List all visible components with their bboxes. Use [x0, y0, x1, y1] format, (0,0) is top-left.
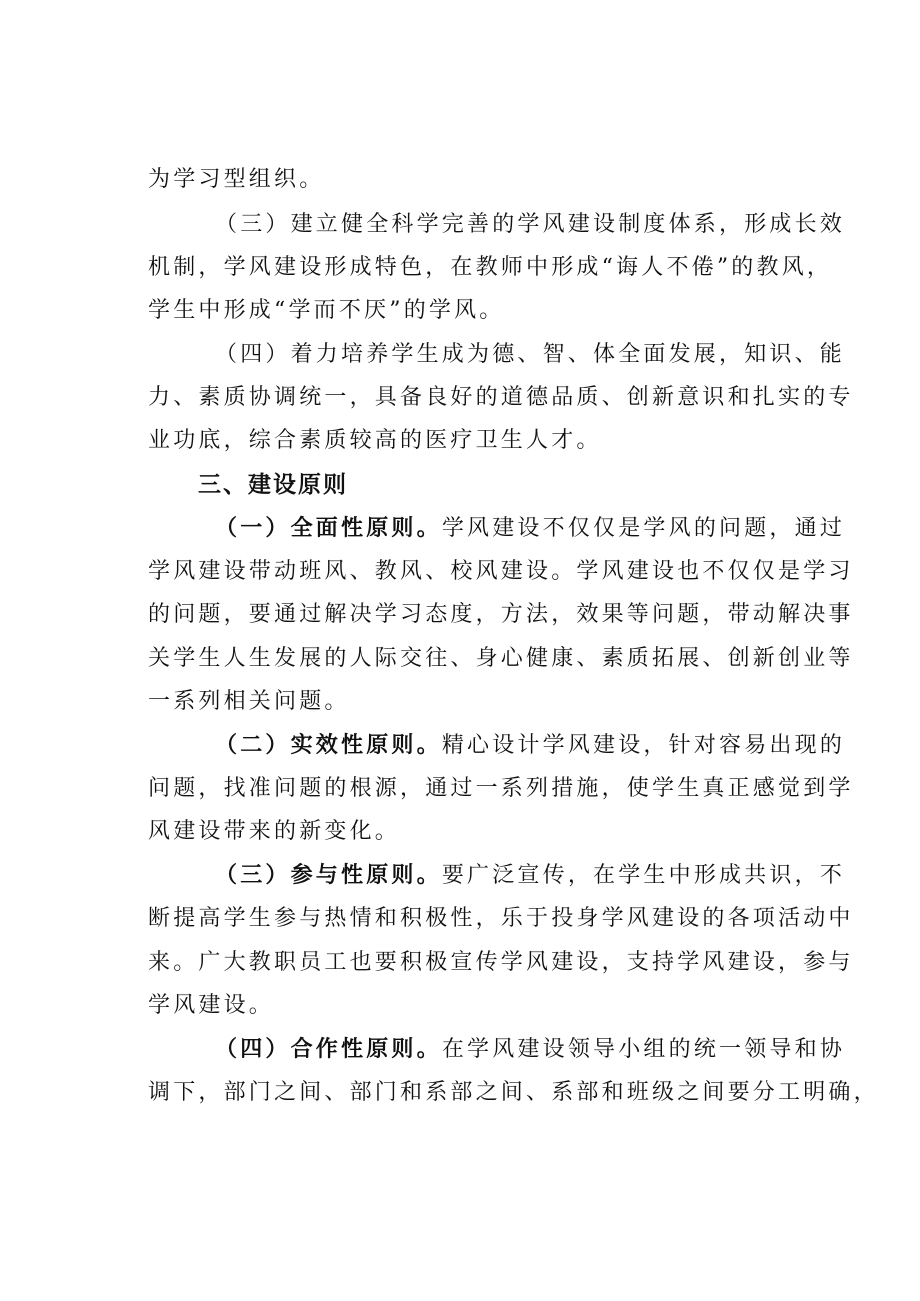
principle-first-line [215, 1035, 845, 1065]
paragraph-line: 学风建设带动班风、教风、校风建设。学风建设也不仅仅是学习 [148, 559, 854, 584]
principle-first-line [215, 861, 845, 891]
paragraph-line: 学生中形成“学而不厌”的学风。 [148, 298, 505, 323]
principle-title: （四）合作性原则。 [215, 1037, 442, 1062]
paragraph-line: 一系列相关问题。 [148, 689, 350, 714]
principle-text: 精心设计学风建设，针对容易出现的 [441, 733, 846, 758]
paragraph-line: 业功底，综合素质较高的医疗卫生人才。 [148, 428, 602, 453]
paragraph-line: 断提高学生参与热情和积极性，乐于投身学风建设的各项活动中 [148, 906, 854, 931]
paragraph-line: 机制，学风建设形成特色，在教师中形成“诲人不倦”的教风， [148, 255, 833, 280]
paragraph-line: 关学生人生发展的人际交往、身心健康、素质拓展、创新创业等 [148, 646, 854, 671]
principle-first-line [215, 514, 845, 544]
section-heading: 三、建设原则 [198, 472, 348, 498]
principle-first-line [215, 731, 845, 761]
paragraph-line: 问题，找准问题的根源，通过一系列措施，使学生真正感觉到学 [148, 776, 854, 801]
principle-text: 学风建设不仅仅是学风的问题，通过 [441, 516, 846, 541]
paragraph-line: 为学习型组织。 [148, 167, 325, 192]
principle-text: 要广泛宣传，在学生中形成共识，不 [441, 863, 846, 888]
principle-title: （三）参与性原则。 [215, 863, 442, 888]
paragraph-line: 来。广大教职员工也要积极宣传学风建设，支持学风建设，参与 [148, 950, 854, 975]
principle-text: 在学风建设领导小组的统一领导和协 [441, 1037, 846, 1062]
paragraph-line: 学风建设。 [148, 993, 275, 1018]
paragraph-line: 风建设带来的新变化。 [148, 819, 401, 844]
paragraph-line: 的问题，要通过解决学习态度，方法，效果等问题，带动解决事 [148, 602, 854, 627]
principle-title: （一）全面性原则。 [215, 516, 442, 541]
paragraph-line: 力、素质协调统一，具备良好的道德品质、创新意识和扎实的专 [148, 385, 854, 410]
principle-title: （二）实效性原则。 [215, 733, 442, 758]
paragraph-line: （四）着力培养学生成为德、智、体全面发展，知识、能 [215, 342, 846, 367]
paragraph-line: （三）建立健全科学完善的学风建设制度体系，形成长效 [215, 212, 846, 237]
paragraph-line: 调下，部门之间、部门和系部之间、系部和班级之间要分工明确， [148, 1080, 879, 1105]
